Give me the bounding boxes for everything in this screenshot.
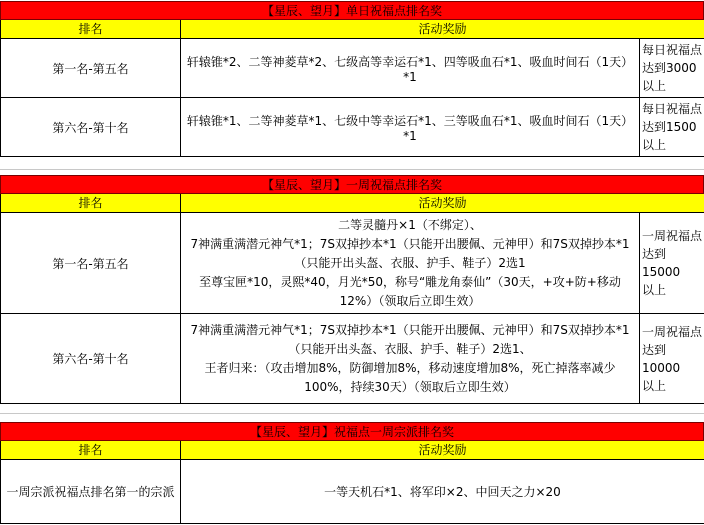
- divider: [0, 413, 704, 414]
- rank-cell: 第一名-第五名: [0, 39, 181, 97]
- table-row: [0, 98, 704, 157]
- rank-cell: 第六名-第十名: [0, 314, 181, 403]
- header-rank: 排名: [0, 441, 181, 459]
- weekly-ranking-section: [0, 175, 704, 404]
- header-reward: 活动奖励: [418, 196, 467, 210]
- divider: [0, 169, 704, 170]
- requirement-line: 达到1500: [642, 120, 697, 134]
- reward-line: 7神满重满潜元神气*1；7S双掉抄本*1（只能开出腰佩、元神甲）和7S双掉抄本*1: [190, 236, 630, 251]
- reward-line: （只能开出头盔、衣服、护手、鞋子）2选1、: [288, 341, 532, 356]
- table-header: [0, 194, 704, 213]
- requirement-line: 以上: [642, 138, 667, 152]
- reward-line: （只能开出头盔、衣服、护手、鞋子）2选1: [294, 255, 526, 270]
- section-title: 【星辰、望月】祝福点一周宗派排名奖: [0, 422, 704, 441]
- requirement-line: 达到15000: [642, 247, 681, 279]
- reward-cell: 一等天机石*1、将军印×2、中回天之力×20: [324, 485, 561, 499]
- rank-cell: 一周宗派祝福点排名第一的宗派: [0, 460, 181, 523]
- reward-line: 100%，持续30天）（领取后立即生效）: [304, 379, 516, 394]
- rank-cell: 第六名-第十名: [0, 98, 181, 156]
- table-row: [0, 314, 704, 404]
- requirement-line: 以上: [642, 283, 667, 297]
- requirement-line: 达到3000: [642, 61, 697, 75]
- reward-cell: [181, 213, 640, 313]
- requirement-line: 以上: [642, 378, 667, 393]
- requirement-cell: [640, 213, 704, 313]
- reward-line: 二等灵髓丹×1（不绑定）、: [338, 217, 482, 232]
- reward-line: 至尊宝匣*10，灵熙*40，月光*50，称号“雕龙角泰仙”（30天，+攻+防+移动: [199, 274, 621, 289]
- daily-ranking-section: [0, 1, 704, 157]
- section-title: 【星辰、望月】单日祝福点排名奖: [0, 1, 704, 20]
- requirement-line: 一周祝福点: [642, 229, 703, 243]
- requirement-line: 以上: [642, 79, 667, 93]
- reward-cell: 轩辕锥*1、二等神菱草*1、七级中等幸运石*1、三等吸血石*1、吸血时间石（1天）*1: [181, 98, 640, 156]
- table-row: [0, 39, 704, 98]
- header-rank: 排名: [0, 194, 181, 212]
- header-reward: 活动奖励: [418, 443, 467, 457]
- table-row: [0, 213, 704, 314]
- sect-ranking-section: [0, 422, 704, 524]
- reward-line: 12%）（领取后立即生效）: [339, 293, 481, 308]
- section-title: 【星辰、望月】一周祝福点排名奖: [0, 175, 704, 194]
- requirement-line: 达到10000: [642, 342, 681, 375]
- reward-line: 7神满重满潜元神气*1；7S双掉抄本*1（只能开出腰佩、元神甲）和7S双掉抄本*1: [190, 322, 630, 337]
- reward-line: 王者归来：（攻击增加8%，防御增加8%，移动速度增加8%，死亡掉落率减少: [204, 360, 616, 375]
- reward-cell: 轩辕锥*2、二等神菱草*2、七级高等幸运石*1、四等吸血石*1、吸血时间石（1天）*1: [181, 39, 640, 97]
- requirement-cell: [640, 39, 704, 97]
- requirement-line: 每日祝福点: [642, 102, 703, 116]
- table-header: [0, 441, 704, 460]
- requirement-cell: [640, 314, 704, 403]
- requirement-line: 一周祝福点: [642, 324, 703, 339]
- reward-cell: [181, 314, 640, 403]
- requirement-cell: [640, 98, 704, 156]
- table-header: [0, 20, 704, 39]
- table-row: [0, 460, 704, 524]
- rank-cell: 第一名-第五名: [0, 213, 181, 313]
- header-rank: 排名: [0, 20, 181, 38]
- requirement-line: 每日祝福点: [642, 43, 703, 57]
- header-reward: 活动奖励: [418, 22, 467, 36]
